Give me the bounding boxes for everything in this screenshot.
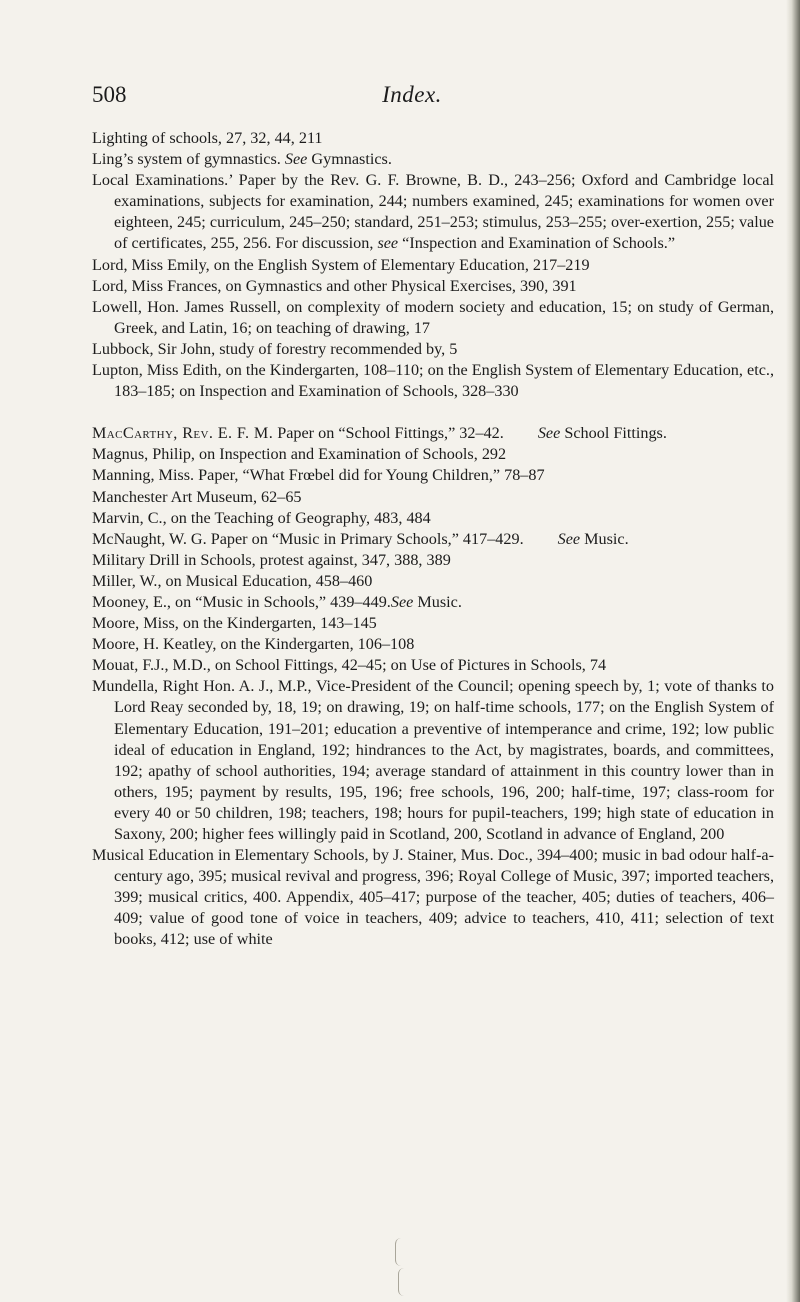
see-reference: See — [284, 150, 308, 169]
index-entry — [92, 360, 774, 402]
entry-heading: Local Examinations. — [92, 171, 229, 190]
entry-heading: Lowell, Hon. James Russell, — [92, 297, 281, 316]
entry-heading: Mundella, Right Hon. A. J., M.P., — [92, 677, 312, 696]
entry-heading: Mooney, E., — [92, 592, 171, 611]
entry-text: on the Kindergarten, 108–110; on the English System of Elementary Education, etc., 183–185; on Inspection and Examination of Schools, 328–330 — [114, 361, 774, 401]
see-reference: See — [537, 424, 561, 443]
entry-heading: Miller, W., — [92, 571, 162, 590]
entry-text: Paper, “What Frœbel did for Young Children,” 78–87 — [194, 466, 545, 485]
entry-text: on the Kindergarten, 143–145 — [178, 614, 377, 633]
see-target: “Inspection and Examination of Schools.” — [398, 234, 676, 253]
index-entry — [92, 655, 774, 676]
index-body — [92, 128, 774, 951]
index-entry — [92, 170, 774, 254]
see-target: School Fittings. — [560, 424, 667, 443]
entry-heading: Lord, Miss Frances, — [92, 276, 222, 295]
entry-text: on the Teaching of Geography, 483, 484 — [166, 508, 431, 527]
index-entry — [92, 444, 774, 465]
entry-text: on “Music in Schools,” 439–449. — [170, 592, 391, 611]
entry-text: Paper on “Music in Primary Schools,” 417–429. — [206, 529, 524, 548]
entry-heading: Military Drill in Schools, — [92, 550, 256, 569]
entry-heading: Lighting of schools, — [92, 129, 222, 147]
index-entry — [92, 550, 774, 571]
entry-text: study of forestry recommended by, 5 — [215, 339, 458, 358]
index-entry — [92, 613, 774, 634]
page-header — [92, 82, 732, 112]
entry-heading: McNaught, W. G. — [92, 529, 207, 548]
index-entry — [92, 297, 774, 339]
entry-text: on School Fittings, 42–45; on Use of Pictures in Schools, 74 — [210, 656, 607, 675]
index-group — [92, 423, 774, 950]
index-entry — [92, 339, 774, 360]
see-target: Music. — [413, 592, 462, 611]
index-entry — [92, 529, 774, 550]
index-entry — [92, 423, 774, 444]
index-entry — [92, 634, 774, 655]
entry-text: 62–65 — [257, 487, 302, 506]
entry-heading: Manchester Art Museum, — [92, 487, 257, 506]
bleed-mark — [395, 1238, 410, 1266]
entry-text: on the Kindergarten, 106–108 — [216, 635, 415, 654]
entry-text: Vice-President of the Council; opening speech by, 1; vote of thanks to Lord Reay seconded by, 18, 19; on drawing, 19; on half-time schools, 177; on the English System of Elementary Education, 191–201; education a preventive of intemperance and crime, 192; low public ideal of education in England, 192; hindrances to the Act, by magistrates, boards, and committees, 192; apathy of school authorities, 194; average standard of attainment in this country lower than in others, 195; payment by results, 195, 196; free schools, 196, 200; half-time, 197; class-room for every 40 or 50 children, 198; teachers, 198; hours for pupil-teachers, 199; high state of education in Saxony, 200; higher fees willingly paid in Scotland, 200, Scotland in advance of England, 200 — [114, 677, 774, 843]
index-entry — [92, 255, 774, 276]
entry-heading: MacCarthy, Rev. E. F. M. — [92, 424, 274, 443]
index-entry — [92, 592, 774, 613]
index-entry — [92, 571, 774, 592]
index-entry — [92, 508, 774, 529]
index-entry — [92, 465, 774, 486]
entry-heading: Mouat, F.J., M.D., — [92, 656, 211, 675]
entry-heading: Ling’s system of gymnastics. — [92, 150, 281, 169]
entry-heading: Lupton, Miss Edith, — [92, 361, 222, 380]
entry-heading: Moore, Miss, — [92, 614, 179, 633]
index-entry — [92, 487, 774, 508]
entry-text: on Musical Education, 458–460 — [161, 571, 373, 590]
entry-heading: Lubbock, Sir John, — [92, 339, 216, 358]
entry-text: on complexity of modern society and education, 15; on study of German, Greek, and Latin, 16; on teaching of drawing, 17 — [114, 297, 774, 337]
entry-heading: Musical Education in Elementary Schools, — [92, 846, 369, 865]
see-target: Music. — [580, 529, 629, 548]
entry-text: protest against, 347, 388, 389 — [255, 550, 451, 569]
entry-text: by J. Stainer, Mus. Doc., 394–400; music in bad odour half-a-century ago, 395; musical revival and progress, 396; Royal College of Music, 397; imported teachers, 399; musical critics, 400. Appendix, 405–417; purpose of the teacher, 405; duties of teachers, 406–409; value of good tone of voice in teachers, 409; advice to teachers, 410, 411; selection of text books, 412; use of white — [114, 846, 774, 949]
bleed-mark — [398, 1268, 413, 1296]
entry-heading: Lord, Miss Emily, — [92, 255, 210, 274]
entry-heading: Manning, Miss. — [92, 466, 195, 485]
entry-text: on Gymnastics and other Physical Exercises, 390, 391 — [221, 276, 577, 295]
entry-heading: Marvin, C., — [92, 508, 167, 527]
page-number: 508 — [92, 82, 127, 107]
page-edge-shadow — [786, 0, 800, 1302]
entry-text: Paper on “School Fittings,” 32–42. — [273, 424, 504, 443]
see-reference: see — [377, 234, 399, 253]
index-entry — [92, 676, 774, 845]
index-entry — [92, 276, 774, 297]
index-entry — [92, 128, 774, 149]
entry-heading: Magnus, Philip, — [92, 445, 195, 464]
entry-text: ’ Paper by the Rev. G. F. Browne, B. D., 243–256; Oxford and Cambridge local examinations, subjects for examination, 244; numbers examined, 245; examinations for women over eighteen, 245; curriculum, 245–250; standard, 251–253; stimulus, 253–255; over-exertion, 255; value of certificates, 255, 256. For discussion, — [114, 171, 775, 253]
entry-text: 27, 32, 44, 211 — [221, 129, 323, 147]
see-reference: See — [390, 592, 414, 611]
see-target: Gymnastics. — [307, 150, 392, 169]
entry-text: on Inspection and Examination of Schools, 292 — [194, 445, 507, 464]
index-group — [92, 128, 774, 402]
index-entry — [92, 845, 774, 950]
see-reference: See — [557, 529, 581, 548]
entry-heading: Moore, H. Keatley, — [92, 635, 217, 654]
index-entry — [92, 149, 774, 170]
running-head: Index. — [382, 82, 442, 107]
entry-text: on the English System of Elementary Education, 217–219 — [209, 255, 590, 274]
